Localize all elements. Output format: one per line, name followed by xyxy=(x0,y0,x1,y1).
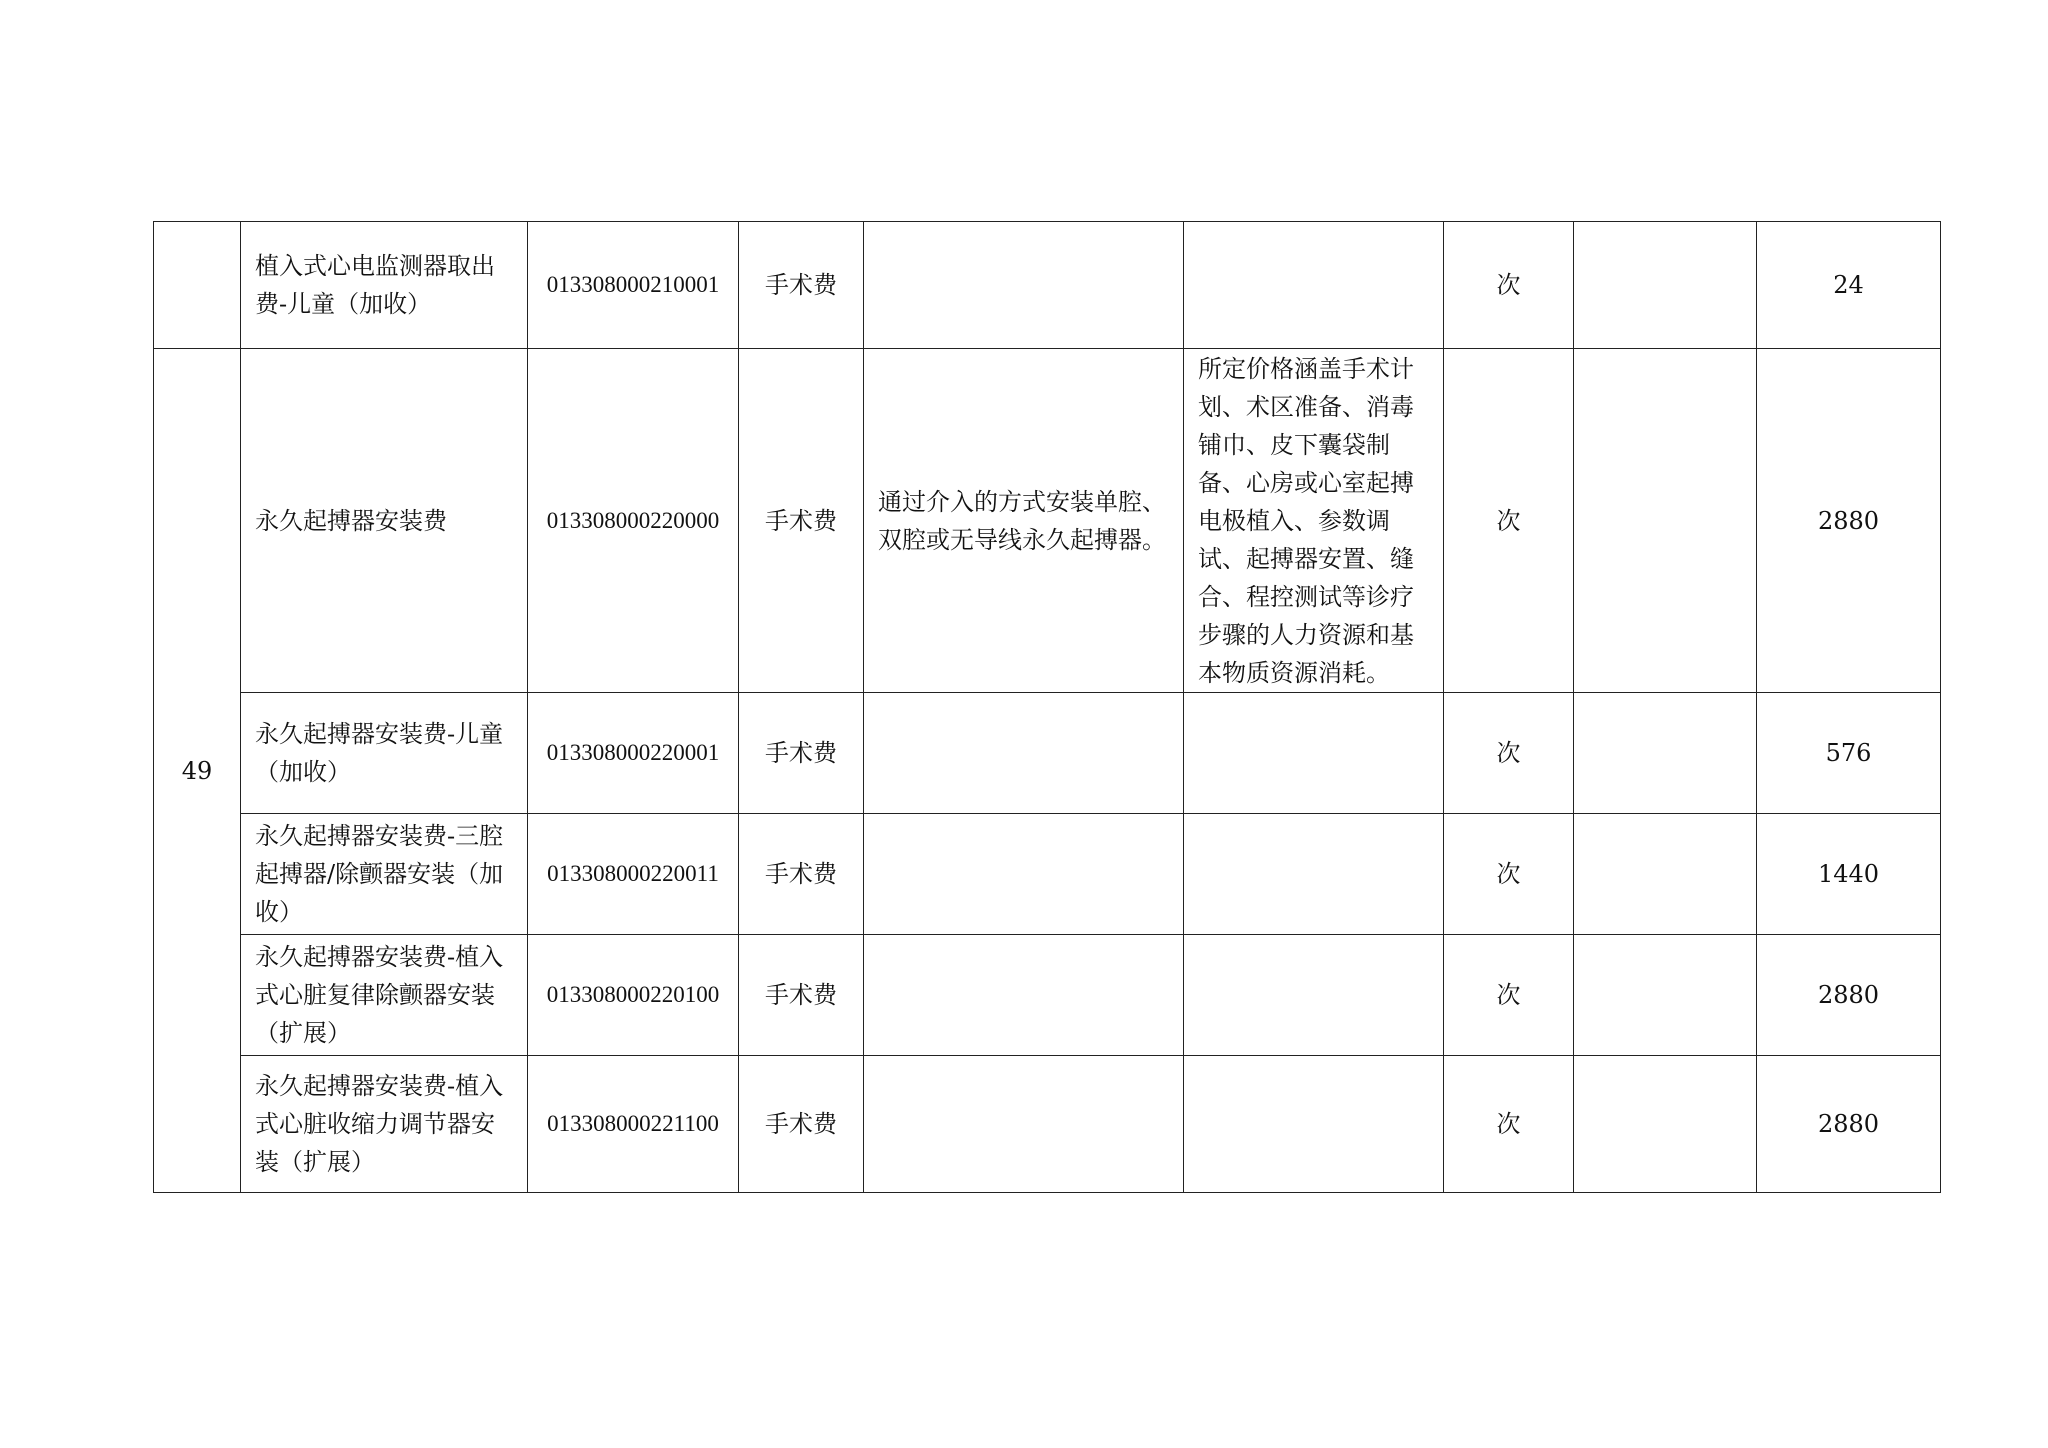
item-code: 013308000221100 xyxy=(528,1056,739,1193)
item-category: 手术费 xyxy=(739,693,864,814)
item-code: 013308000220100 xyxy=(528,935,739,1056)
price-table xyxy=(153,221,1941,1193)
item-extra xyxy=(1574,814,1757,935)
item-content xyxy=(864,1056,1184,1193)
item-note: 所定价格涵盖手术计划、术区准备、消毒铺巾、皮下囊袋制备、心房或心室起搏电极植入、参数调试、起搏器安置、缝合、程控测试等诊疗步骤的人力资源和基本物质资源消耗。 xyxy=(1184,349,1444,693)
item-note xyxy=(1184,1056,1444,1193)
item-price: 2880 xyxy=(1757,349,1941,693)
item-name: 永久起搏器安装费-儿童（加收） xyxy=(241,693,528,814)
item-extra xyxy=(1574,1056,1757,1193)
table-row xyxy=(154,1056,1941,1193)
item-code: 013308000220000 xyxy=(528,349,739,693)
item-category: 手术费 xyxy=(739,935,864,1056)
item-name: 永久起搏器安装费-植入式心脏收缩力调节器安装（扩展） xyxy=(241,1056,528,1193)
item-unit: 次 xyxy=(1444,693,1574,814)
item-code: 013308000210001 xyxy=(528,222,739,349)
item-price: 1440 xyxy=(1757,814,1941,935)
item-extra xyxy=(1574,935,1757,1056)
item-name: 植入式心电监测器取出费-儿童（加收） xyxy=(241,222,528,349)
item-price: 2880 xyxy=(1757,935,1941,1056)
item-category: 手术费 xyxy=(739,814,864,935)
item-unit: 次 xyxy=(1444,814,1574,935)
item-content: 通过介入的方式安装单腔、双腔或无导线永久起搏器。 xyxy=(864,349,1184,693)
item-note xyxy=(1184,693,1444,814)
item-price: 2880 xyxy=(1757,1056,1941,1193)
item-note xyxy=(1184,222,1444,349)
item-note xyxy=(1184,935,1444,1056)
item-unit: 次 xyxy=(1444,222,1574,349)
item-price: 24 xyxy=(1757,222,1941,349)
item-category: 手术费 xyxy=(739,349,864,693)
item-name: 永久起搏器安装费-三腔起搏器/除颤器安装（加收） xyxy=(241,814,528,935)
table-row xyxy=(154,814,1941,935)
table-row xyxy=(154,222,1941,349)
table-row xyxy=(154,935,1941,1056)
item-price: 576 xyxy=(1757,693,1941,814)
group-number-cell xyxy=(154,222,241,349)
item-category: 手术费 xyxy=(739,222,864,349)
item-code: 013308000220001 xyxy=(528,693,739,814)
item-content xyxy=(864,814,1184,935)
table-row xyxy=(154,693,1941,814)
item-unit: 次 xyxy=(1444,349,1574,693)
item-extra xyxy=(1574,693,1757,814)
item-name: 永久起搏器安装费-植入式心脏复律除颤器安装（扩展） xyxy=(241,935,528,1056)
item-name: 永久起搏器安装费 xyxy=(241,349,528,693)
item-extra xyxy=(1574,222,1757,349)
item-content xyxy=(864,222,1184,349)
group-number: 49 xyxy=(154,349,241,1193)
item-category: 手术费 xyxy=(739,1056,864,1193)
item-unit: 次 xyxy=(1444,1056,1574,1193)
item-content xyxy=(864,935,1184,1056)
item-content xyxy=(864,693,1184,814)
item-unit: 次 xyxy=(1444,935,1574,1056)
item-note xyxy=(1184,814,1444,935)
item-extra xyxy=(1574,349,1757,693)
table-row xyxy=(154,349,1941,693)
item-code: 013308000220011 xyxy=(528,814,739,935)
